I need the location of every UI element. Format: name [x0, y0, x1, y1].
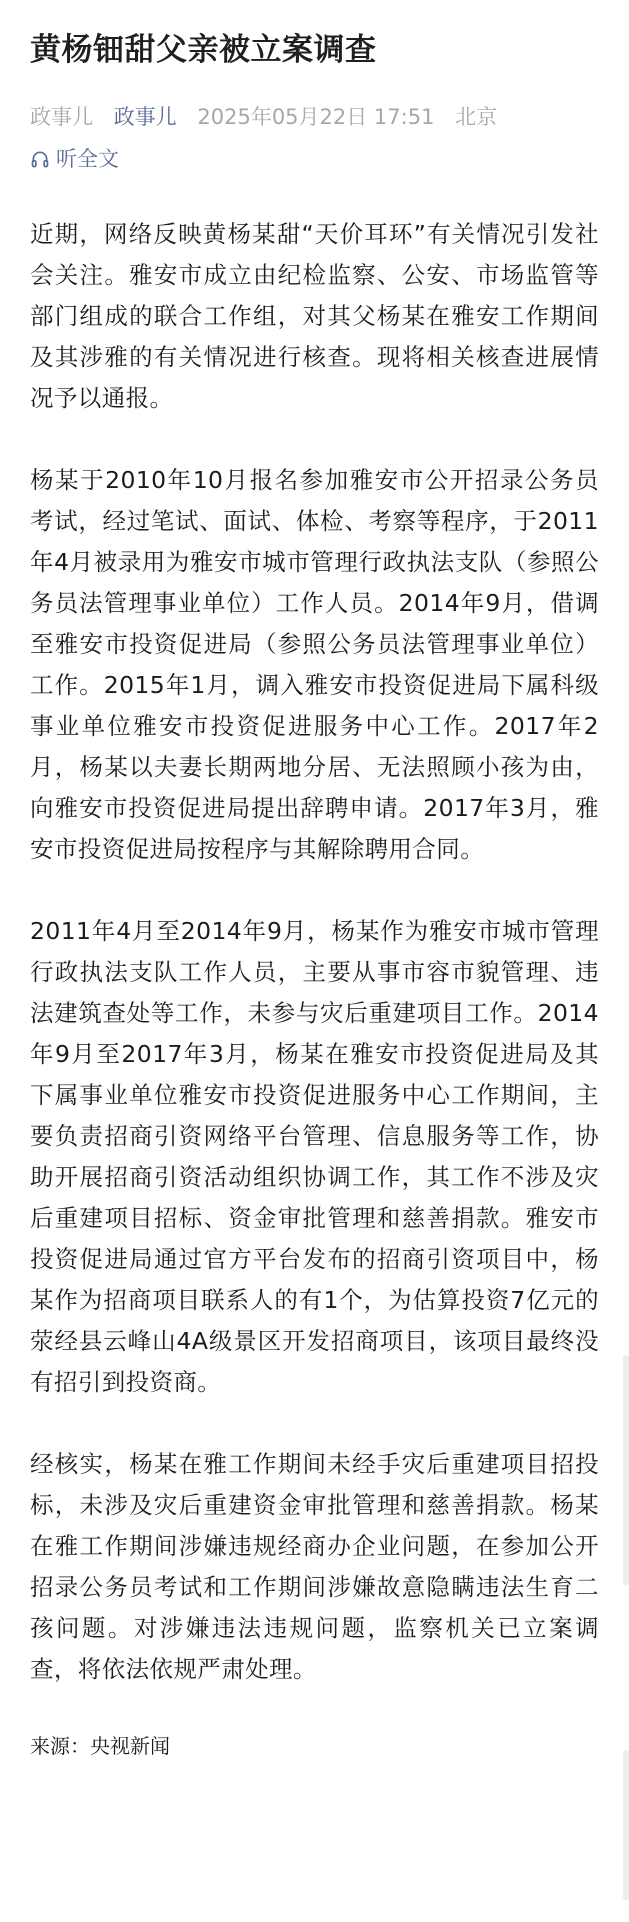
publish-location: 北京: [455, 105, 498, 129]
account-link[interactable]: 政事儿: [113, 105, 177, 129]
article-meta: [30, 102, 599, 132]
paragraph: 近期，网络反映黄杨某甜“天价耳环”有关情况引发社会关注。雅安市成立由纪检监察、公安、市场监管等部门组成的联合工作组，对其父杨某在雅安工作期间及其涉雅的有关情况进行核查。现将相关核查进展情况予以通报。: [30, 220, 599, 412]
scrollbar-thumb-lower[interactable]: [623, 1750, 629, 1900]
article-body: [30, 214, 599, 1690]
source-line: 来源：央视新闻: [30, 1734, 170, 1758]
listen-button[interactable]: [30, 144, 599, 174]
listen-label: 听全文: [56, 147, 119, 171]
headphones-icon: [30, 149, 50, 169]
paragraph: 2011年4月至2014年9月，杨某作为雅安市城市管理行政执法支队工作人员，主要从事市容市貌管理、违法建筑查处等工作，未参与灾后重建项目工作。2014年9月至2017年3月，杨某在雅安市投资促进局及其下属事业单位雅安市投资促进服务中心工作期间，主要负责招商引资网络平台管理、信息服务等工作，协助开展招商引资活动组织协调工作，其工作不涉及灾后重建项目招标、资金审批管理和慈善捐款。雅安市投资促进局通过官方平台发布的招商引资项目中，杨某作为招商项目联系人的有1个，为估算投资7亿元的荥经县云峰山4A级景区开发招商项目，该项目最终没有招引到投资商。: [30, 917, 599, 1396]
article-title: 黄杨钿甜父亲被立案调查: [30, 32, 377, 68]
author-name: 政事儿: [30, 105, 93, 129]
paragraph: 杨某于2010年10月报名参加雅安市公开招录公务员考试，经过笔试、面试、体检、考察等程序，于2011年4月被录用为雅安市城市管理行政执法支队（参照公务员法管理事业单位）工作人员。2014年9月，借调至雅安市投资促进局（参照公务员法管理事业单位）工作。2015年1月，调入雅安市投资促进局下属科级事业单位雅安市投资促进服务中心工作。2017年2月，杨某以夫妻长期两地分居、无法照顾小孩为由，向雅安市投资促进局提出辞聘申请。2017年3月，雅安市投资促进局按程序与其解除聘用合同。: [30, 466, 599, 863]
paragraph: 经核实，杨某在雅工作期间未经手灾后重建项目招投标，未涉及灾后重建资金审批管理和慈善捐款。杨某在雅工作期间涉嫌违规经商办企业问题，在参加公开招录公务员考试和工作期间涉嫌故意隐瞒违法生育二孩问题。对涉嫌违法违规问题，监察机关已立案调查，将依法依规严肃处理。: [30, 1450, 599, 1683]
scrollbar-thumb[interactable]: [623, 1355, 629, 1585]
publish-datetime: 2025年05月22日 17:51: [197, 105, 435, 129]
